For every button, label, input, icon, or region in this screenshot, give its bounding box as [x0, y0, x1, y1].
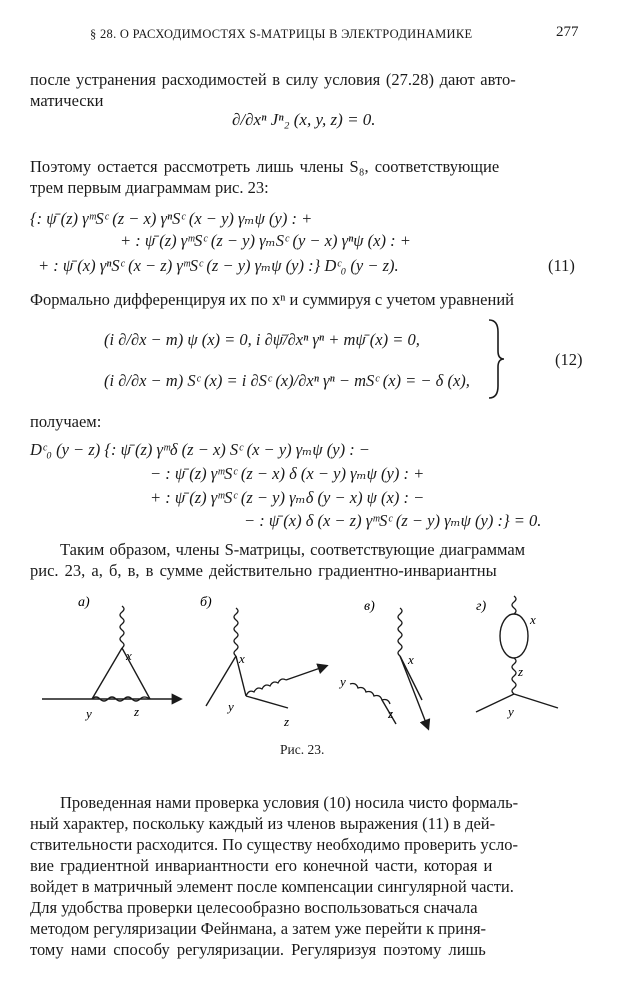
text-line: трем первым диаграммам рис. 23:	[30, 178, 269, 197]
diagram-b	[200, 595, 326, 729]
diagram-a	[42, 595, 180, 721]
text-line: Для удобства проверки целесообразно воспользоваться сначала	[30, 898, 478, 917]
svg-text:x: x	[239, 651, 245, 666]
equation-11-line: {: ψ̄ (z) γᵐSᶜ (z − x) γⁿSᶜ (x − y) γₘψ (y) : +	[30, 209, 313, 228]
figure-caption: Рис. 23.	[280, 742, 325, 757]
text-line: Формально дифференцируя их по xⁿ и суммируя с учетом уравнений	[30, 290, 514, 309]
svg-text:x: x	[530, 612, 536, 627]
equation-13-line: + : ψ̄ (z) γᵐSᶜ (z − y) γₘδ (y − x) ψ (x) : −	[150, 488, 425, 507]
text-line: Таким образом, члены S-матрицы, соответствующие диаграммам	[60, 540, 526, 559]
svg-text:y: y	[228, 699, 234, 714]
text-line: ный характер, поскольку каждый из членов выражения (11) в дей-	[30, 814, 496, 833]
equation-number: (12)	[555, 350, 583, 369]
equation-11-line: + : ψ̄ (z) γᵐSᶜ (z − y) γₘSᶜ (y − x) γⁿψ (x) : +	[120, 231, 411, 250]
svg-text:x: x	[126, 648, 132, 663]
equation-13-line: − : ψ̄ (z) γᵐSᶜ (z − x) δ (x − y) γₘψ (y) : +	[150, 464, 425, 483]
svg-text:x: x	[408, 652, 414, 667]
equation-12-line: (i ∂/∂x − m) ψ (x) = 0, i ∂ψ̄/∂xⁿ γⁿ + mψ̄ (x) = 0,	[104, 330, 420, 349]
feynman-diagrams-figure	[30, 588, 590, 738]
text-line: после устранения расходимостей в силу условия (27.28) дают авто-	[30, 70, 516, 89]
equation-13-line: Dᶜ₀ (y − z) {: ψ̄ (z) γᵐδ (z − x) Sᶜ (x − y) γₘψ (y) : −	[30, 440, 370, 459]
text-line: Проведенная нами проверка условия (10) носила чисто формаль-	[60, 793, 519, 812]
text-line: тому нами способу регуляризации. Регуляризуя поэтому лишь	[30, 940, 486, 959]
equation-divergence: ∂/∂xⁿ Jⁿ₂ (x, y, z) = 0.	[232, 110, 376, 129]
text-line: методом регуляризации Фейнмана, а затем уже перейти к приня-	[30, 919, 487, 938]
text-line: ствительности расходится. По существу необходимо проверить усло-	[30, 835, 518, 854]
page-number: 277	[556, 24, 579, 40]
svg-text:y: y	[86, 706, 92, 721]
svg-text:z: z	[388, 706, 394, 721]
diagram-d	[476, 596, 558, 719]
text-line: рис. 23, а, б, в, в сумме действительно градиентно-инвариантны	[30, 561, 497, 580]
panel-label: г)	[476, 599, 487, 614]
running-header: § 28. О РАСХОДИМОСТЯХ S-МАТРИЦЫ В ЭЛЕКТРОДИНАМИКЕ	[90, 27, 473, 41]
svg-text:z: z	[284, 714, 290, 729]
right-brace	[486, 318, 506, 400]
panel-label: в)	[364, 599, 375, 614]
text-line: получаем:	[30, 412, 102, 431]
svg-text:y: y	[340, 674, 346, 689]
text-line: войдет в матричный элемент после компенсации сингулярной части.	[30, 877, 514, 896]
equation-13-line: − : ψ̄ (x) δ (x − z) γᵐSᶜ (z − y) γₘψ (y) :} = 0.	[244, 511, 542, 530]
equation-12-line: (i ∂/∂x − m) Sᶜ (x) = i ∂Sᶜ (x)/∂xⁿ γⁿ − mSᶜ (x) = − δ (x),	[104, 371, 470, 390]
panel-label: а)	[78, 595, 90, 610]
panel-label: б)	[200, 595, 212, 610]
svg-text:y: y	[508, 704, 514, 719]
equation-11-line: + : ψ̄ (x) γⁿSᶜ (x − z) γᵐSᶜ (z − y) γₘψ (y) :} Dᶜ₀ (y − z).	[38, 256, 399, 275]
equation-number: (11)	[548, 256, 575, 275]
svg-text:z: z	[518, 664, 524, 679]
text-line: вие градиентной инвариантности его конечной части, которая и	[30, 856, 493, 875]
svg-text:z: z	[134, 704, 140, 719]
text-line: матически	[30, 91, 104, 110]
diagram-c	[338, 599, 428, 728]
text-line: Поэтому остается рассмотреть лишь члены S₈, соответствующие	[30, 157, 500, 176]
